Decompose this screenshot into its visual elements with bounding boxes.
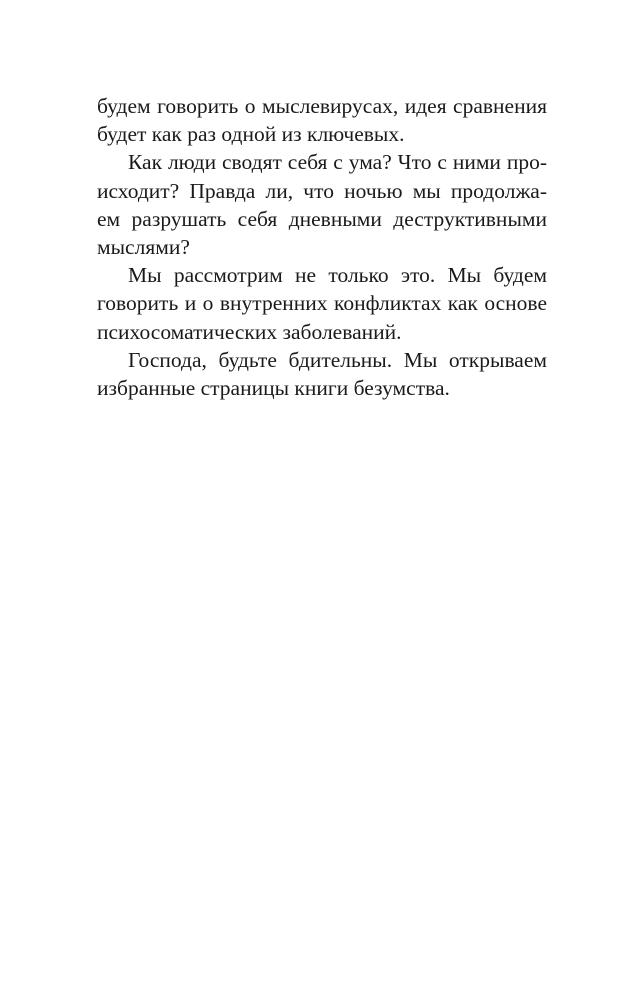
text-line: будет как раз одной из ключевых.: [97, 122, 405, 147]
text-line: избранные страницы книги безумства.: [97, 375, 450, 400]
text-line: исходит? Правда ли, что ночью мы продолжа-: [97, 178, 547, 203]
text-line: Как люди сводят себя с ума? Что с ними про-: [128, 150, 547, 175]
text-line: Господа, будьте бдительны. Мы открываем: [128, 347, 547, 372]
text-line: мыслями?: [97, 234, 190, 259]
paragraph: [97, 92, 547, 148]
paragraph: [97, 346, 547, 402]
text-line: ем разрушать себя дневными деструктивными: [97, 206, 547, 231]
paragraph: [97, 148, 547, 261]
text-line: будем говорить о мыслевирусах, идея сравнения: [97, 94, 547, 118]
text-line: Мы рассмотрим не только это. Мы будем: [128, 263, 547, 288]
text-line: говорить и о внутренних конфликтах как основе: [97, 291, 547, 316]
body-text: [97, 92, 547, 402]
paragraph: [97, 261, 547, 346]
text-line: психосоматических заболеваний.: [97, 319, 402, 344]
